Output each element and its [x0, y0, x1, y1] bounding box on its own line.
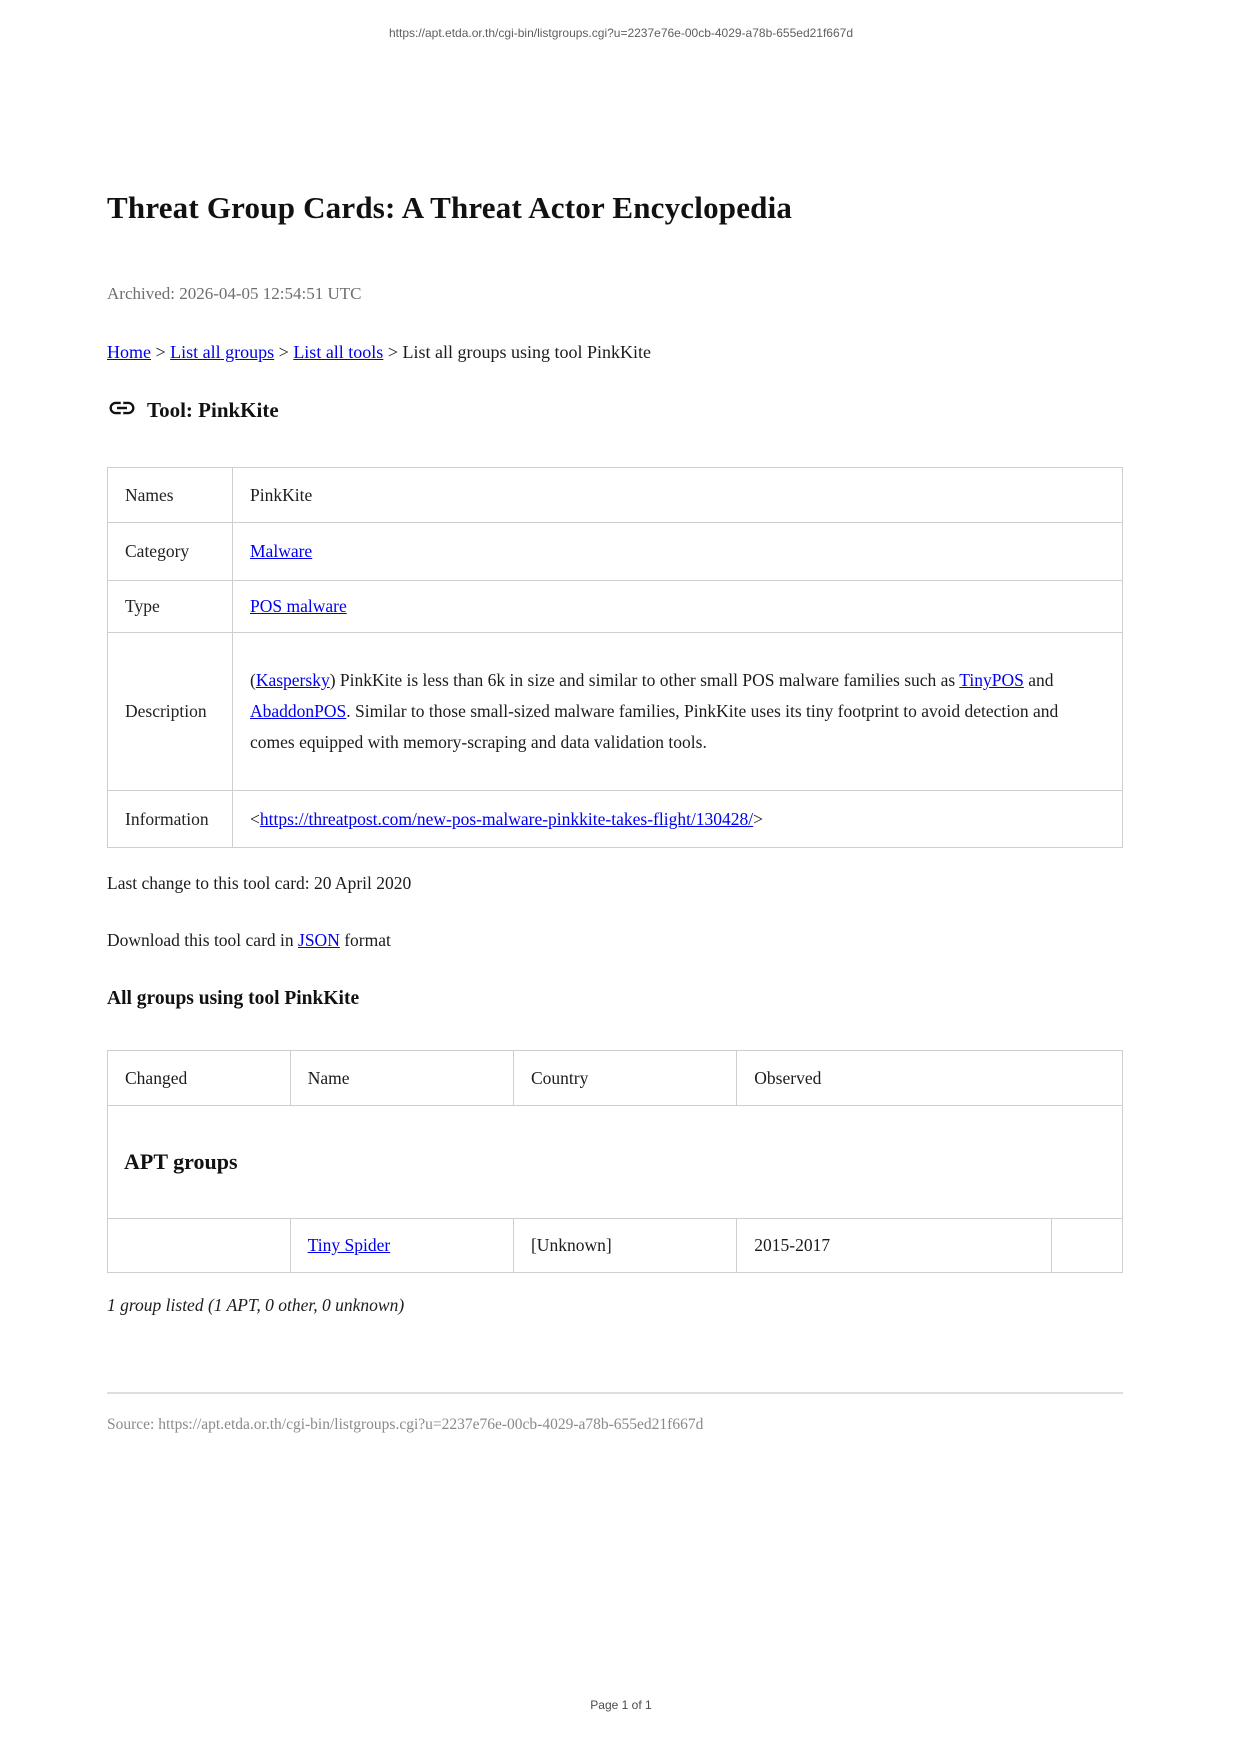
row-label: Names	[108, 468, 233, 523]
download-note	[107, 930, 391, 951]
row-label: Type	[108, 581, 233, 633]
category-malware-link[interactable]: Malware	[250, 541, 313, 561]
row-value	[233, 523, 1123, 581]
tool-heading	[107, 398, 279, 423]
column-header-name: Name	[290, 1051, 513, 1106]
breadcrumb-list-all-tools-link[interactable]: List all tools	[293, 342, 384, 362]
threatpost-link[interactable]: https://threatpost.com/new-pos-malware-pinkkite-takes-flight/130428/	[259, 808, 754, 829]
archive-url-header: https://apt.etda.or.th/cgi-bin/listgroups.cgi?u=2237e76e-00cb-4029-a78b-655ed21f667d	[388, 26, 853, 40]
text-segment: <	[250, 808, 260, 829]
table-row-names	[108, 468, 1123, 523]
groups-table	[107, 1050, 1123, 1273]
cell-observed: 2015-2017	[737, 1219, 1052, 1273]
text-segment: (	[250, 669, 256, 690]
apt-groups-section-label: APT groups	[108, 1106, 1123, 1219]
group-tiny-spider-link[interactable]: Tiny Spider	[307, 1235, 391, 1255]
cell-country: [Unknown]	[513, 1219, 736, 1273]
table-row-group	[108, 1219, 1123, 1273]
tinypos-link[interactable]: TinyPOS	[959, 669, 1024, 690]
download-json-link[interactable]: JSON	[298, 930, 340, 950]
page-number: Page 1 of 1	[590, 1698, 652, 1712]
cell-changed	[108, 1219, 291, 1273]
breadcrumb-home-link[interactable]: Home	[107, 342, 151, 362]
text-segment: ) PinkKite is less than 6k in size and similar to other small POS malware families such as	[329, 669, 960, 690]
row-value	[233, 581, 1123, 633]
text-segment: >	[753, 808, 764, 829]
row-label: Description	[108, 633, 233, 791]
breadcrumb-list-all-groups-link[interactable]: List all groups	[170, 342, 275, 362]
last-change-note: Last change to this tool card: 20 April 2020	[107, 873, 412, 893]
text-segment: List all groups using tool PinkKite	[402, 342, 651, 362]
column-header-observed: Observed	[737, 1051, 1123, 1106]
row-label: Information	[108, 791, 233, 848]
cell-name	[290, 1219, 513, 1273]
column-header-country: Country	[513, 1051, 736, 1106]
column-header-changed: Changed	[108, 1051, 291, 1106]
text-segment: >	[274, 342, 294, 362]
text-segment: and	[1023, 669, 1054, 690]
text-segment: >	[383, 342, 403, 362]
type-pos-malware-link[interactable]: POS malware	[250, 596, 347, 616]
table-row-type	[108, 581, 1123, 633]
breadcrumb	[107, 342, 651, 363]
row-value	[233, 633, 1123, 791]
text-segment: format	[339, 930, 391, 950]
kaspersky-link[interactable]: Kaspersky	[255, 669, 330, 690]
text-segment: Download this tool card in	[107, 930, 299, 950]
table-row-category	[108, 523, 1123, 581]
table-row-information	[108, 791, 1123, 848]
all-groups-heading: All groups using tool PinkKite	[107, 988, 360, 1009]
row-label: Category	[108, 523, 233, 581]
apt-groups-section-row	[108, 1106, 1123, 1219]
text-segment: . Similar to those small-sized malware families, PinkKite uses its tiny footprint to avoid detection and comes equipped with memory-scraping and data validation tools.	[250, 700, 1059, 753]
groups-summary: 1 group listed (1 APT, 0 other, 0 unknown)	[107, 1295, 405, 1315]
archived-timestamp: Archived: 2026-04-05 12:54:51 UTC	[107, 284, 362, 303]
row-value	[233, 468, 1123, 523]
abaddonpos-link[interactable]: AbaddonPOS	[250, 700, 347, 721]
source-url: Source: https://apt.etda.or.th/cgi-bin/listgroups.cgi?u=2237e76e-00cb-4029-a78b-655ed21f667d	[107, 1416, 704, 1433]
table-row-description	[108, 633, 1123, 791]
link-icon[interactable]	[107, 393, 137, 423]
tool-heading-title: Tool: PinkKite	[147, 398, 279, 422]
row-value	[233, 791, 1123, 848]
footer-divider	[107, 1392, 1123, 1394]
text-segment: >	[151, 342, 171, 362]
groups-table-header-row	[108, 1051, 1123, 1106]
cell-empty	[1051, 1219, 1122, 1273]
text-segment: PinkKite	[250, 484, 313, 505]
page-title: Threat Group Cards: A Threat Actor Encyclopedia	[107, 190, 793, 225]
tool-details-table	[107, 467, 1123, 848]
